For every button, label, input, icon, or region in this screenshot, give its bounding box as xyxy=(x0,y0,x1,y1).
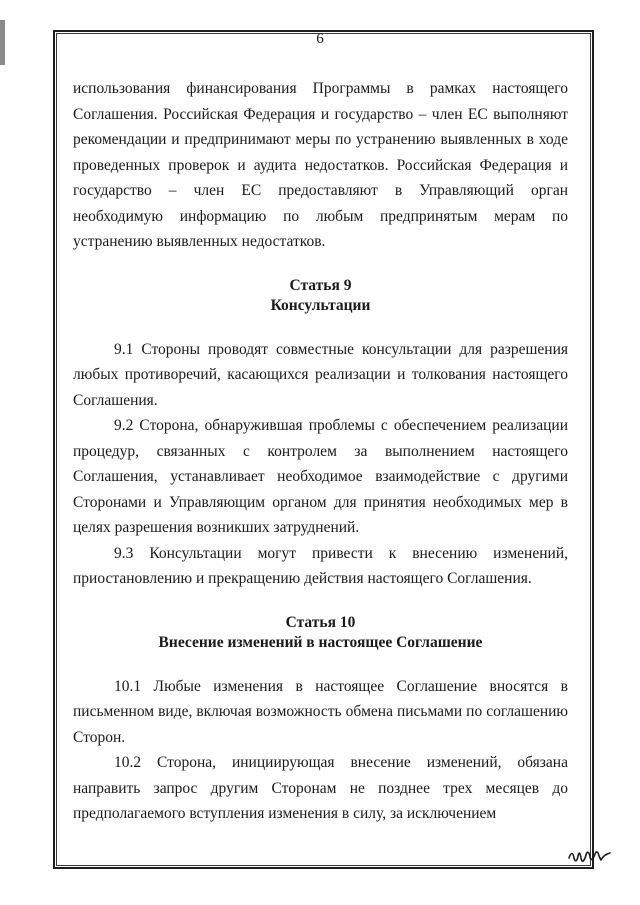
clause-10-1: 10.1 Любые изменения в настоящее Соглашение вносятся в письменном виде, включая возможность обмена письмами по соглашению Сторон. xyxy=(73,677,568,746)
article-10-heading xyxy=(73,613,568,653)
article-10-number: Статья 10 xyxy=(285,613,356,631)
article-9-title: Консультации xyxy=(270,296,371,314)
document-body xyxy=(73,76,568,827)
intro-paragraph: использования финансирования Программы в рамках настоящего Соглашения. Российская Федерация и государство – член ЕС выполняют рекомендации и предпринимают меры по устранению выявленных в ходе проведенных проверок и аудита недостатков. Российская Федерация и государство – член ЕС предоставляют в Управляющий орган необходимую информацию по любым предпринятым мерам по устранению выявленных недостатков. xyxy=(73,80,568,250)
clause-9-1: 9.1 Стороны проводят совместные консультации для разрешения любых противоречий, касающихся реализации и толкования настоящего Соглашения. xyxy=(73,340,568,409)
clause-9-2: 9.2 Сторона, обнаружившая проблемы с обеспечением реализации процедур, связанных с контролем за выполнением настоящего Соглашения, устанавливает необходимое взаимодействие с другими Сторонами и Управляющим органом для принятия необходимых мер в целях разрешения возникших затруднений. xyxy=(73,417,568,536)
article-9-number: Статья 9 xyxy=(289,276,352,294)
article-9-heading xyxy=(73,276,568,316)
clause-10-2: 10.2 Сторона, инициирующая внесение изменений, обязана направить запрос другим Сторонам не позднее трех месяцев до предполагаемого вступления изменения в силу, за исключением xyxy=(73,754,568,822)
signature-initials-icon xyxy=(565,838,615,868)
clause-9-3: 9.3 Консультации могут привести к внесению изменений, приостановлению и прекращению действия настоящего Соглашения. xyxy=(73,544,568,587)
page-number: 6 xyxy=(316,31,324,47)
article-10-title: Внесение изменений в настоящее Соглашение xyxy=(158,633,483,651)
